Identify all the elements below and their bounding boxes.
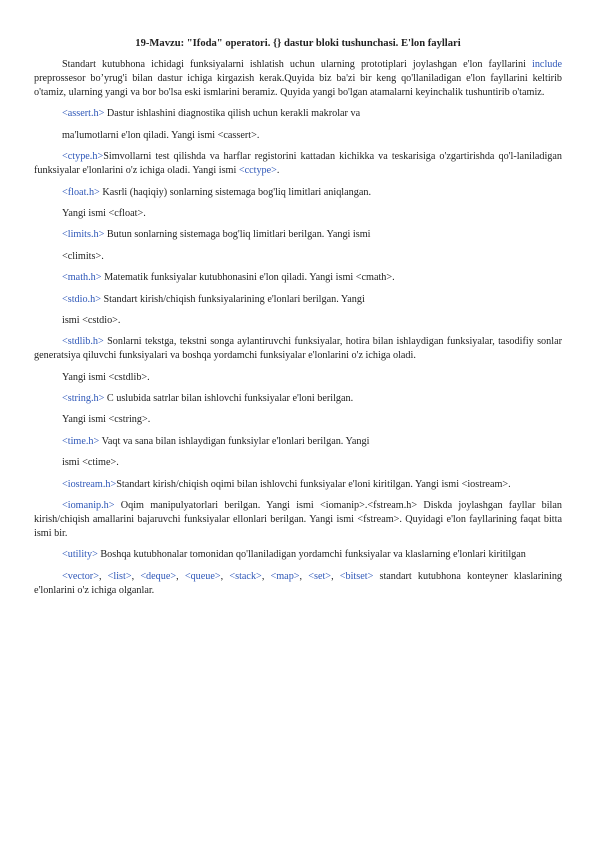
time-text: Vaqt va sana bilan ishlaydigan funksiylar e'lonlari berilgan. Yangi: [99, 435, 370, 447]
ctype-header: <ctype.h>: [62, 151, 104, 163]
iomanip-header: <iomanip.h>: [62, 500, 115, 512]
vector-header: <vector>: [62, 570, 99, 582]
stdio-text: Standart kirish/chiqish funksiyalarining e'lonlari berilgan. Yangi: [100, 293, 365, 305]
time-header: <time.h>: [62, 435, 100, 447]
stdlib-paragraph: [34, 335, 562, 363]
limits-text: Butun sonlarning sistemaga bog'liq limitlari berilgan. Yangi ismi: [104, 229, 371, 241]
iostream-paragraph: [34, 478, 562, 492]
limits-header: <limits.h>: [62, 229, 105, 241]
include-keyword: include: [532, 59, 562, 70]
limits-paragraph: [34, 228, 562, 242]
float-text: Kasrli (haqiqiy) sonlarning sistemaga bog'liq limitlari aniqlangan.: [99, 186, 371, 198]
page-title: 19-Mavzu: "Ifoda" operatori. {} dastur bloki tushunchasi. E'lon fayllari: [135, 38, 461, 49]
utility-paragraph: [34, 548, 562, 562]
ctype-paragraph: [34, 150, 562, 178]
assert-header: <assert.h>: [62, 108, 105, 120]
map-header: <map>: [270, 570, 300, 582]
iomanip-paragraph: [34, 499, 562, 541]
limits-paragraph-2: [34, 250, 562, 264]
assert-text: Dastur ishlashini diagnostika qilish uchun kerakli makrolar va: [104, 108, 361, 120]
string-text-2: Yangi ismi <cstring>.: [62, 414, 151, 426]
stack-header: <stack>: [229, 570, 262, 582]
utility-header: <utility>: [62, 549, 98, 561]
float-text-2: Yangi ismi <cfloat>.: [62, 207, 146, 219]
queue-header: <queue>: [184, 570, 221, 582]
float-paragraph: [34, 186, 562, 200]
ctype-end: .: [276, 165, 280, 177]
deque-header: <deque>: [140, 570, 177, 582]
assert-paragraph-2: [34, 129, 562, 143]
stdio-header: <stdio.h>: [62, 293, 101, 305]
time-paragraph: [34, 435, 562, 449]
stdlib-paragraph-2: [34, 371, 562, 385]
string-text: C uslubida satrlar bilan ishlovchi funksiyalar e'loni berilgan.: [104, 393, 354, 405]
assert-paragraph: [34, 107, 562, 121]
containers-text: standart kutubhona konteyner klaslarining e'lonlarini o'z ichiga olganlar.: [34, 570, 563, 596]
stdio-paragraph-2: [34, 314, 562, 328]
iomanip-text: Oqim manipulyatorlari berilgan. Yangi ismi <iomanip>.<fstream.h> Diskda joylashgan fayllar bilan kirish/chiqish amallarini bajaruvchi funksiyalar ellonlari berilgan. Yangi ismi <fstream>. Quyidagi e'lon fayllarining faqat bitta ismi bir.: [34, 500, 562, 540]
string-paragraph: [34, 392, 562, 406]
math-text: Matematik funksiyalar kutubhonasini e'lon qiladi. Yangi ismi <cmath>.: [101, 272, 395, 284]
set-header: <set>: [308, 570, 332, 582]
intro-text-cont: preprossesor bo’yrug'i bilan dastur ichiga kirgazish kerak.Quyida biz ba'zi bir keng qo'llaniladigan e'lon fayllarini keltirib o'tamiz, ularning yangi va bor bo'lsa eski ismlarini beramiz. Quyida yangi bo'lgan atamalarni keyinchalik tushuntirib o'tamiz.: [34, 73, 562, 98]
limits-text-2: <climits>.: [62, 250, 104, 262]
stdlib-text: Sonlarni tekstga, tekstni songa aylantiruvchi funksiyalar, hotira bilan ishlaydigan funksiyalar, tasodifiy sonlar generatsiya qiluvchi funksiyalari va boshqa yordamchi funksiyalar e'lonlarini o'z ichiga oladi.: [34, 336, 562, 362]
stdio-paragraph: [34, 293, 562, 307]
string-paragraph-2: [34, 413, 562, 427]
intro-paragraph: [34, 58, 562, 100]
iostream-text: Standart kirish/chiqish oqimi bilan ishlovchi funksiyalar e'loni kiritilgan. Yangi ismi <iostream>.: [116, 478, 511, 490]
stdlib-header: <stdlib.h>: [62, 336, 104, 348]
string-header: <string.h>: [62, 393, 105, 405]
ctype-text: Simvollarni test qilishda va harflar registorini kattadan kichikka va teskarisiga o'zgartirishda qo'l-laniladigan funksiyalar e'lonlarini o'z ichiga oladi. Yangi ismi: [34, 151, 562, 177]
iostream-header: <iostream.h>: [62, 478, 117, 490]
time-paragraph-2: [34, 456, 562, 470]
list-header: <list>: [107, 570, 132, 582]
assert-text-2: ma'lumotlarni e'lon qiladi. Yangi ismi <cassert>.: [62, 129, 260, 141]
float-header: <float.h>: [62, 186, 100, 198]
stdlib-text-2: Yangi ismi <cstdlib>.: [62, 371, 150, 383]
utility-text: Boshqa kutubhonalar tomonidan qo'llaniladigan yordamchi funksiyalar va klaslarning e'lonlari kiritilgan: [97, 549, 526, 561]
stdio-text-2: ismi <cstdio>.: [62, 314, 121, 326]
bitset-header: <bitset>: [339, 570, 374, 582]
math-paragraph: [34, 271, 562, 285]
float-paragraph-2: [34, 207, 562, 221]
math-header: <math.h>: [62, 272, 102, 284]
intro-text: Standart kutubhona ichidagi funksiyalarni ishlatish uchun ularning prototiplari joylashgan e'lon fayllarini: [62, 59, 532, 70]
time-text-2: ismi <ctime>.: [62, 457, 119, 469]
cctype-name: <cctype>: [238, 165, 277, 177]
containers-paragraph: <vector>, <list>, <deque>, <queue>, <stack>, <map>, <set>, <bitset> standart kutubhona konteyner klaslarining e'lonlarini o'z ichiga olganlar.: [34, 570, 563, 596]
